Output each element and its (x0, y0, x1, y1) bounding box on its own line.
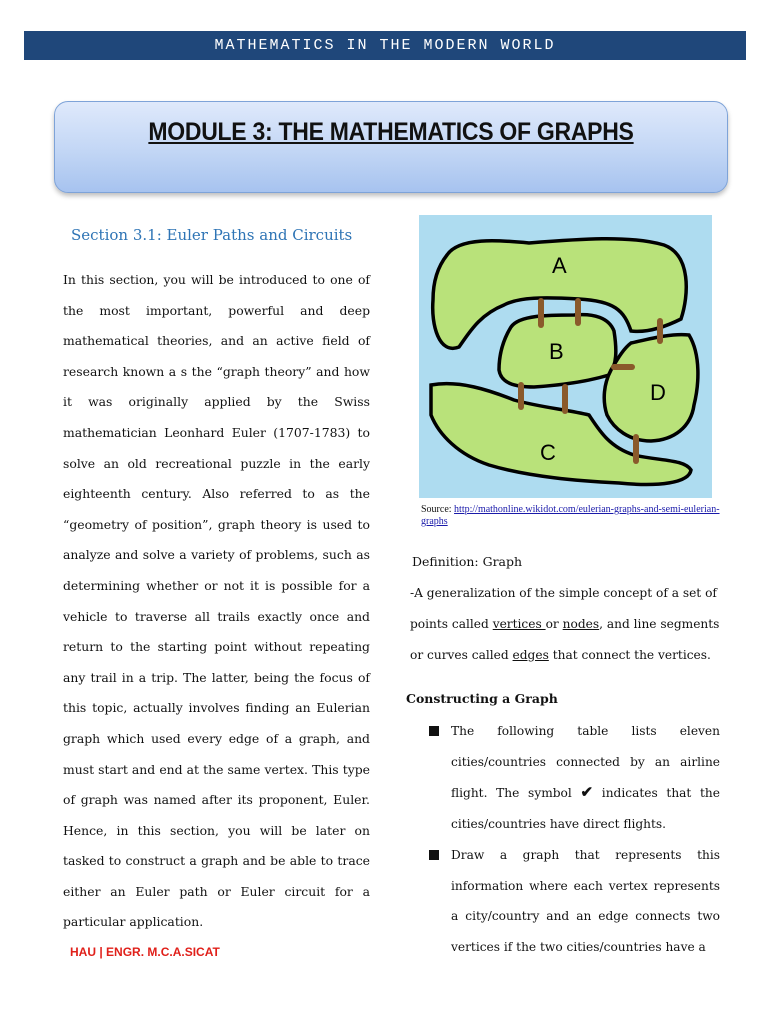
bullet2-text: Draw a graph that represents this information where each vertex represents a city/country and an edge connects two vertices if the two cities/countries have a (451, 847, 720, 954)
square-bullet-icon (429, 850, 439, 860)
definition-suffix: that connect the vertices. (548, 648, 711, 662)
module-title: MODULE 3: THE MATHEMATICS OF GRAPHS (148, 118, 634, 146)
term-edges: edges (512, 648, 549, 662)
konigsberg-map (419, 215, 712, 498)
label-b: B (549, 339, 564, 364)
constructing-title: Constructing a Graph (406, 691, 558, 706)
checkmark-icon: ✔ (580, 783, 594, 802)
constructing-list (428, 716, 720, 963)
definition-middle: , and line segments or curves called (410, 617, 720, 662)
footer-author: HAU | ENGR. M.C.A.SICAT (70, 945, 220, 959)
source-label: Source: (421, 504, 455, 515)
label-a: A (552, 253, 567, 278)
term-vertices: vertices (492, 617, 546, 631)
definition-text (410, 578, 728, 671)
course-banner: MATHEMATICS IN THE MODERN WORLD (24, 31, 746, 60)
term-nodes: nodes (562, 617, 600, 631)
section-title: Section 3.1: Euler Paths and Circuits (71, 226, 353, 244)
bullet1-text-after: indicates that the cities/countries have direct flights. (451, 786, 720, 832)
intro-paragraph: In this section, you will be introduced to one of the most important, powerful and deep mathematical theories, and an active field of research known a s the “graph theory” and how it was originally applied by the Swiss mathematician Leonhard Euler (1707-1783) to solve an old recreational puzzle in the early eighteenth century. Also referred to as the “geometry of position”, graph theory is used to analyze and solve a variety of problems, such as determining whether or not it is possible for a vehicle to traverse all trails exactly once and return to the starting point without repeating any trail in a trip. The latter, being the focus of this topic, actually involves finding an Eulerian graph which used every edge of a graph, and must start and end at the same vertex. This type of graph was named after its proponent, Euler. Hence, in this section, you will be later on tasked to construct a graph and be able to trace either an Euler path or Euler circuit for a particular application. (63, 272, 370, 930)
label-d: D (650, 380, 666, 405)
bullet1-text-before: The following table lists eleven cities/countries connected by an airline flight. The symbol (451, 724, 720, 801)
definition-prefix: -A generalization of the simple concept of a set of points called (410, 586, 717, 631)
word-or: or (545, 617, 563, 631)
label-c: C (540, 440, 556, 465)
list-item (428, 716, 720, 840)
figure-source (421, 504, 721, 528)
square-bullet-icon (429, 726, 439, 736)
module-title-box (54, 101, 728, 193)
source-link[interactable]: http://mathonline.wikidot.com/eulerian-graphs-and-semi-eulerian-graphs (421, 504, 720, 527)
definition-title: Definition: Graph (412, 554, 523, 569)
intro-column (63, 265, 370, 938)
konigsberg-map-figure (419, 215, 712, 498)
list-item (428, 840, 720, 963)
